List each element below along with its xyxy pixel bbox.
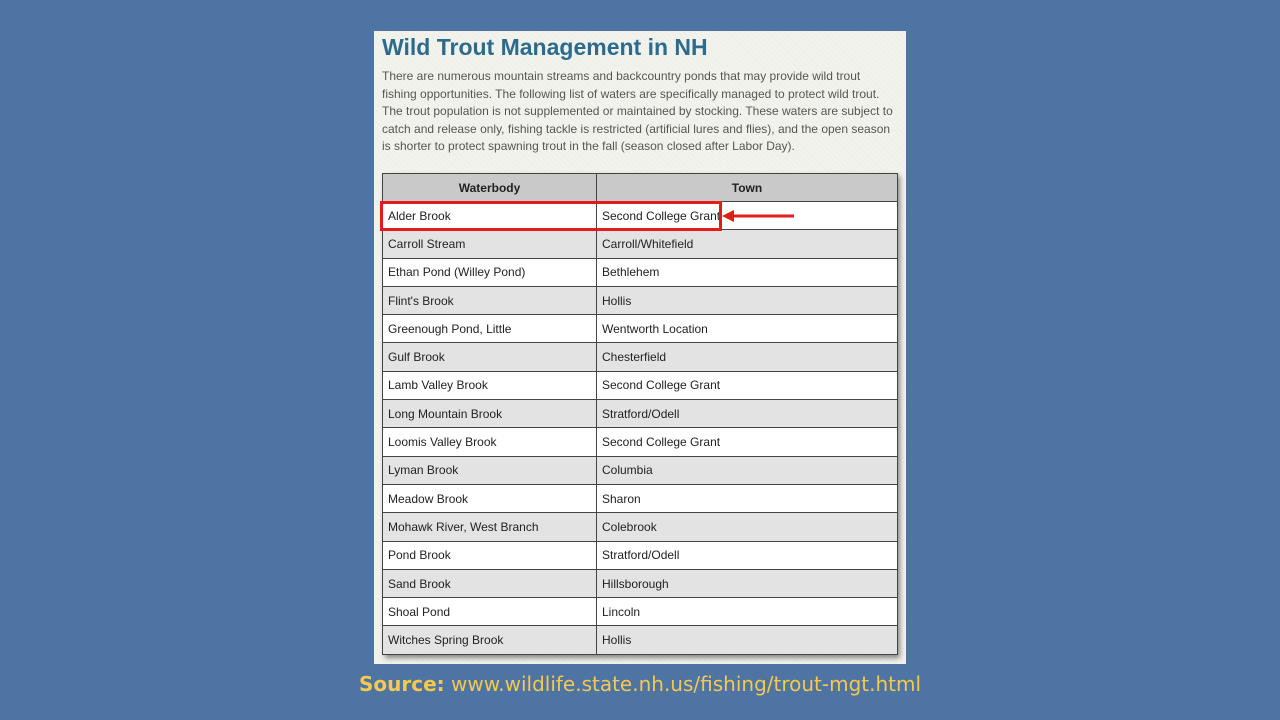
- waterbody-cell: Carroll Stream: [383, 230, 597, 258]
- waterbody-cell: Meadow Brook: [383, 484, 597, 512]
- table-row: [383, 484, 898, 512]
- town-cell: Hollis: [597, 286, 898, 314]
- table-header-row: [383, 174, 898, 202]
- town-cell: Carroll/Whitefield: [597, 230, 898, 258]
- table-row: [383, 541, 898, 569]
- town-cell: Sharon: [597, 484, 898, 512]
- trout-waters-table: [382, 173, 898, 655]
- town-cell: Hillsborough: [597, 569, 898, 597]
- waterbody-cell: Long Mountain Brook: [383, 400, 597, 428]
- header-town: Town: [597, 174, 898, 202]
- town-cell: Chesterfield: [597, 343, 898, 371]
- town-cell: Stratford/Odell: [597, 400, 898, 428]
- waterbody-cell: Pond Brook: [383, 541, 597, 569]
- table-row: [383, 456, 898, 484]
- header-waterbody: Waterbody: [383, 174, 597, 202]
- source-url: www.wildlife.state.nh.us/fishing/trout-mgt.html: [451, 672, 922, 696]
- page-title: Wild Trout Management in NH: [382, 34, 708, 60]
- waterbody-cell: Witches Spring Brook: [383, 626, 597, 654]
- town-cell: Second College Grant: [597, 202, 898, 230]
- table-row: [383, 343, 898, 371]
- table-row: [383, 371, 898, 399]
- town-cell: Columbia: [597, 456, 898, 484]
- waterbody-cell: Sand Brook: [383, 569, 597, 597]
- waterbody-cell: Gulf Brook: [383, 343, 597, 371]
- source-label: Source:: [358, 672, 445, 696]
- town-cell: Hollis: [597, 626, 898, 654]
- waterbody-cell: Lamb Valley Brook: [383, 371, 597, 399]
- table-row: [383, 258, 898, 286]
- table-row: [383, 598, 898, 626]
- waterbody-cell: Greenough Pond, Little: [383, 315, 597, 343]
- table-body: [383, 202, 898, 655]
- town-cell: Stratford/Odell: [597, 541, 898, 569]
- town-cell: Wentworth Location: [597, 315, 898, 343]
- town-cell: Second College Grant: [597, 371, 898, 399]
- table-row: [383, 286, 898, 314]
- table-row: [383, 428, 898, 456]
- waterbody-cell: Loomis Valley Brook: [383, 428, 597, 456]
- table-row: [383, 569, 898, 597]
- table-row: [383, 315, 898, 343]
- waterbody-cell: Flint's Brook: [383, 286, 597, 314]
- town-cell: Lincoln: [597, 598, 898, 626]
- waterbody-cell: Lyman Brook: [383, 456, 597, 484]
- webpage-screenshot: [374, 31, 906, 664]
- town-cell: Bethlehem: [597, 258, 898, 286]
- trout-waters-table-wrap: [382, 173, 897, 655]
- table-row: [383, 230, 898, 258]
- intro-paragraph: There are numerous mountain streams and backcountry ponds that may provide wild trout fishing opportunities. The following list of waters are specifically managed to protect wild trout. The trout population is not supplemented or maintained by stocking. These waters are subject to catch and release only, fishing tackle is restricted (artificial lures and flies), and the open season is shorter to protect spawning trout in the fall (season closed after Labor Day).: [382, 69, 893, 153]
- source-caption: [0, 672, 1280, 696]
- waterbody-cell: Alder Brook: [383, 202, 597, 230]
- red-arrow-icon: [722, 208, 796, 224]
- town-cell: Colebrook: [597, 513, 898, 541]
- highlight-box: [380, 201, 722, 231]
- table-row: [383, 400, 898, 428]
- waterbody-cell: Ethan Pond (Willey Pond): [383, 258, 597, 286]
- town-cell: Second College Grant: [597, 428, 898, 456]
- waterbody-cell: Mohawk River, West Branch: [383, 513, 597, 541]
- table-row: [383, 626, 898, 654]
- waterbody-cell: Shoal Pond: [383, 598, 597, 626]
- table-row: [383, 513, 898, 541]
